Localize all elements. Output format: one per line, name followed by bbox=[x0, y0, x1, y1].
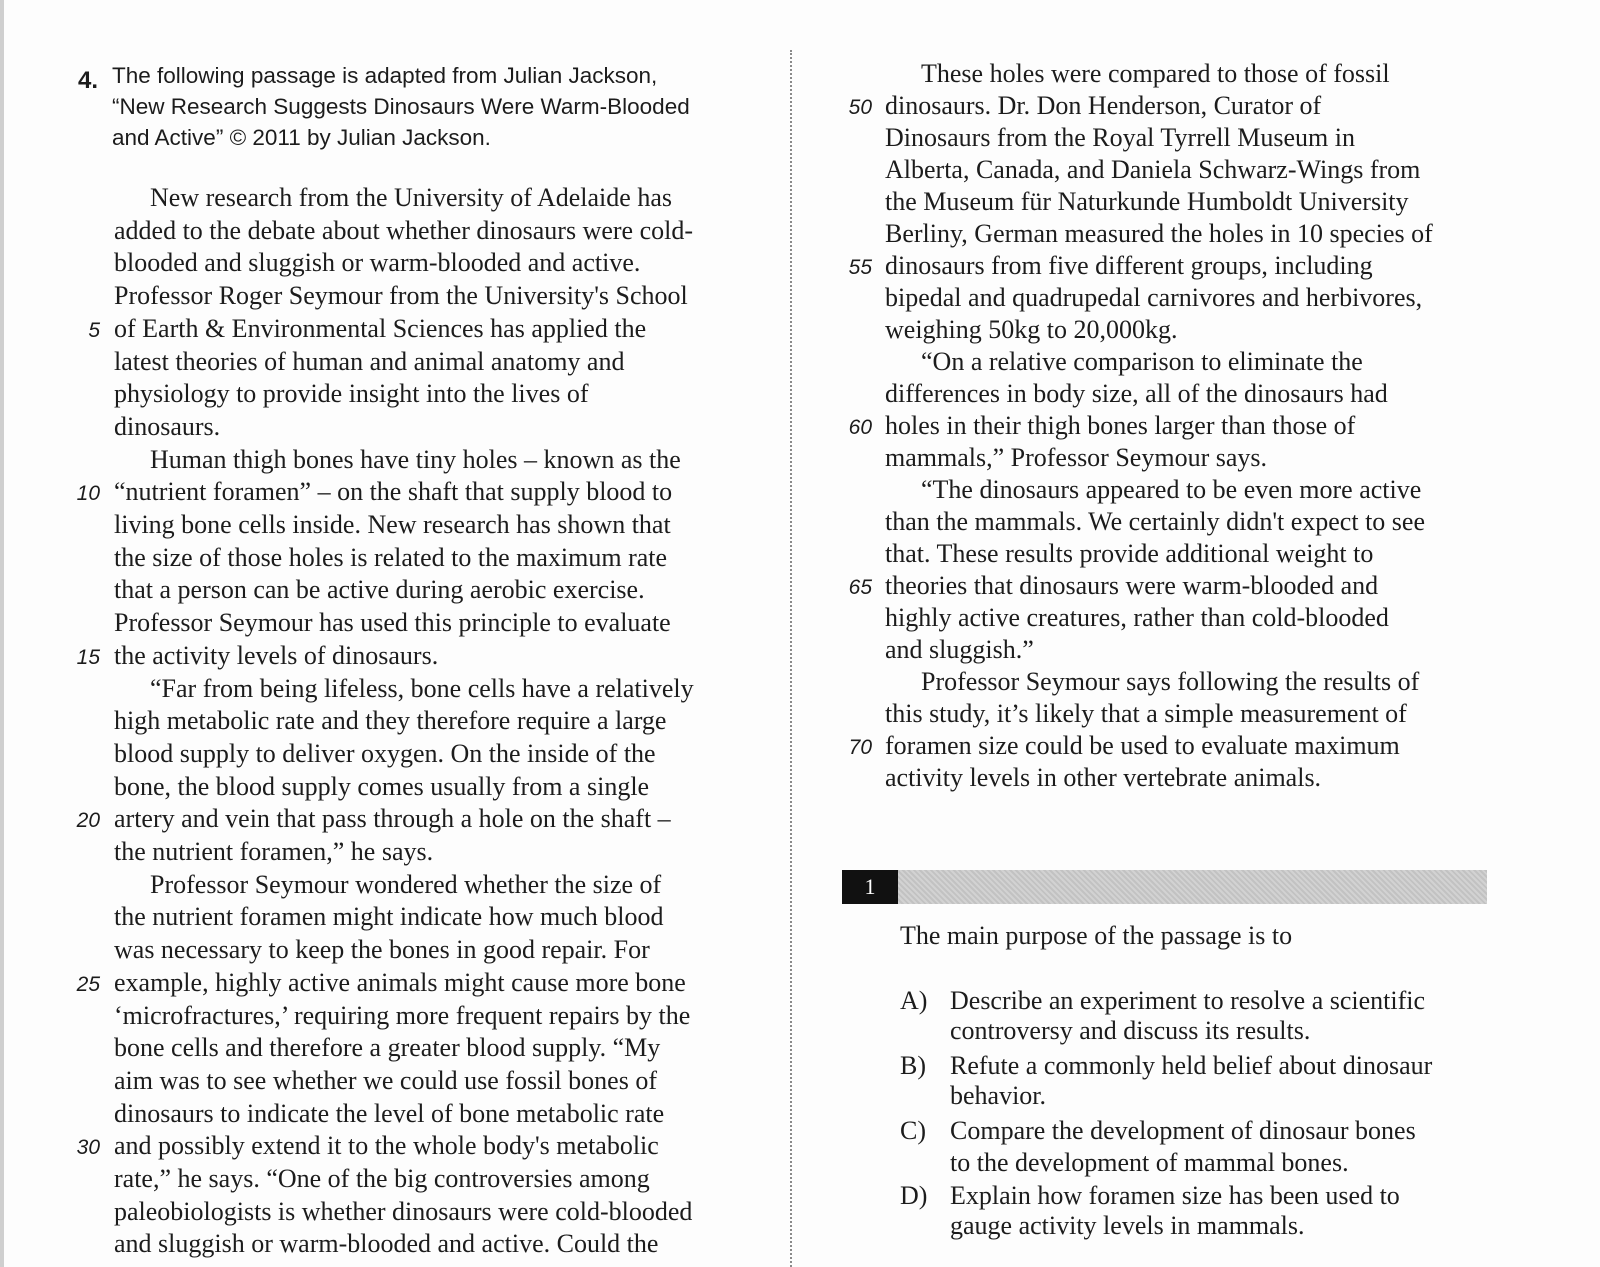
option-text: Refute a commonly held belief about dinosaur bbox=[950, 1051, 1433, 1080]
intro-line: “New Research Suggests Dinosaurs Were Warm-Blooded bbox=[112, 94, 690, 119]
line-number: 15 bbox=[76, 645, 100, 669]
line-number: 5 bbox=[88, 318, 100, 342]
passage-line: of Earth & Environmental Sciences has applied the bbox=[114, 313, 647, 343]
passage-line: Professor Seymour wondered whether the size of bbox=[150, 869, 662, 899]
question-number-badge: 1 bbox=[842, 870, 898, 904]
passage-line: bone, the blood supply comes usually from a single bbox=[114, 771, 650, 801]
passage-line: physiology to provide insight into the lives of bbox=[114, 379, 589, 409]
passage-line: Berliny, German measured the holes in 10 species of bbox=[885, 219, 1433, 248]
passage-line: weighing 50kg to 20,000kg. bbox=[885, 315, 1178, 344]
passage-line: bone cells and therefore a greater blood supply. “My bbox=[114, 1033, 661, 1063]
passage-line: Professor Roger Seymour from the University's School bbox=[114, 281, 688, 311]
passage-line: latest theories of human and animal anatomy and bbox=[114, 346, 625, 376]
passage-line: example, highly active animals might cause more bone bbox=[114, 967, 686, 997]
passage-line: These holes were compared to those of fossil bbox=[921, 59, 1390, 88]
option-letter: D) bbox=[900, 1181, 928, 1210]
passage-line: holes in their thigh bones larger than those of bbox=[885, 411, 1356, 440]
passage-line: Human thigh bones have tiny holes – known as the bbox=[150, 444, 681, 474]
passage-line: theories that dinosaurs were warm-blooded and bbox=[885, 571, 1379, 600]
option-text: gauge activity levels in mammals. bbox=[950, 1211, 1305, 1240]
column-divider bbox=[790, 50, 792, 1267]
passage-line: that. These results provide additional weight to bbox=[885, 539, 1374, 568]
passage-line: activity levels in other vertebrate animals. bbox=[885, 763, 1322, 792]
question-header-bar bbox=[842, 870, 1487, 904]
line-number: 10 bbox=[76, 482, 100, 506]
passage-line: living bone cells inside. New research has shown that bbox=[114, 510, 671, 539]
option-text: behavior. bbox=[950, 1081, 1047, 1110]
line-number: 50 bbox=[848, 96, 872, 119]
passage-line: Professor Seymour says following the results of bbox=[921, 667, 1420, 696]
option-letter: B) bbox=[900, 1051, 926, 1080]
passage-line: the nutrient foramen,” he says. bbox=[114, 837, 434, 866]
passage-line: ‘microfractures,’ requiring more frequent repairs by the bbox=[114, 1000, 691, 1030]
passage-line: the activity levels of dinosaurs. bbox=[114, 640, 439, 670]
passage-line: the Museum für Naturkunde Humboldt University bbox=[885, 187, 1409, 216]
passage-line: dinosaurs from five different groups, including bbox=[885, 251, 1373, 280]
passage-line: “nutrient foramen” – on the shaft that supply blood to bbox=[114, 477, 673, 507]
option-letter: C) bbox=[900, 1116, 926, 1145]
passage-line: Alberta, Canada, and Daniela Schwarz-Wings from bbox=[885, 155, 1421, 184]
passage-line: added to the debate about whether dinosaurs were cold- bbox=[114, 215, 694, 245]
passage-line: the nutrient foramen might indicate how much blood bbox=[114, 902, 664, 932]
page-edge bbox=[0, 0, 4, 1267]
passage-line: paleobiologists is whether dinosaurs were cold-blooded bbox=[114, 1196, 693, 1226]
line-number: 65 bbox=[848, 576, 872, 599]
passage-line: Professor Seymour has used this principle to evaluate bbox=[114, 608, 671, 638]
line-number: 70 bbox=[848, 736, 872, 759]
passage-line: blooded and sluggish or warm-blooded and active. bbox=[114, 248, 641, 278]
line-number: 55 bbox=[848, 256, 872, 279]
line-number: 20 bbox=[76, 809, 100, 833]
option-text: controversy and discuss its results. bbox=[950, 1016, 1311, 1045]
option-text: Compare the development of dinosaur bones bbox=[950, 1116, 1416, 1145]
option-text: to the development of mammal bones. bbox=[950, 1148, 1349, 1177]
passage-line: Dinosaurs from the Royal Tyrrell Museum in bbox=[885, 123, 1355, 152]
passage-line: that a person can be active during aerobic exercise. bbox=[114, 575, 645, 605]
line-number: 30 bbox=[76, 1136, 100, 1160]
passage-line: dinosaurs. Dr. Don Henderson, Curator of bbox=[885, 91, 1322, 120]
intro-line: The following passage is adapted from Julian Jackson, bbox=[112, 63, 658, 88]
passage-line: “On a relative comparison to eliminate the bbox=[921, 347, 1363, 376]
passage-line: bipedal and quadrupedal carnivores and herbivores, bbox=[885, 283, 1423, 312]
passage-line: foramen size could be used to evaluate maximum bbox=[885, 731, 1400, 760]
passage-line: and sluggish.” bbox=[885, 635, 1034, 664]
passage-line: aim was to see whether we could use fossil bones of bbox=[114, 1065, 657, 1095]
question-number: 4. bbox=[78, 67, 99, 94]
passage-line: and possibly extend it to the whole body's metabolic bbox=[114, 1131, 659, 1161]
passage-line: than the mammals. We certainly didn't expect to see bbox=[885, 507, 1425, 536]
passage-line: artery and vein that pass through a hole on the shaft – bbox=[114, 804, 671, 834]
line-number: 60 bbox=[848, 416, 872, 439]
option-text: Describe an experiment to resolve a scientific bbox=[950, 986, 1426, 1015]
passage-line: highly active creatures, rather than cold-blooded bbox=[885, 603, 1389, 632]
passage-line: dinosaurs. bbox=[114, 411, 221, 441]
passage-line: differences in body size, all of the dinosaurs had bbox=[885, 379, 1388, 408]
passage-line: blood supply to deliver oxygen. On the inside of the bbox=[114, 738, 656, 768]
passage-line: “Far from being lifeless, bone cells have a relatively bbox=[150, 673, 694, 703]
passage-line: rate,” he says. “One of the big controversies among bbox=[114, 1164, 650, 1193]
passage-line: dinosaurs to indicate the level of bone metabolic rate bbox=[114, 1098, 665, 1128]
passage-line: high metabolic rate and they therefore require a large bbox=[114, 706, 667, 736]
passage-line: this study, it’s likely that a simple measurement of bbox=[885, 699, 1407, 728]
passage-line: mammals,” Professor Seymour says. bbox=[885, 443, 1268, 472]
passage-line: was necessary to keep the bones in good repair. For bbox=[114, 935, 650, 965]
option-letter: A) bbox=[900, 986, 928, 1015]
intro-line: and Active” © 2011 by Julian Jackson. bbox=[112, 125, 491, 150]
passage-line: the size of those holes is related to the maximum rate bbox=[114, 542, 668, 572]
passage-line: New research from the University of Adelaide has bbox=[150, 183, 672, 212]
passage-line: and sluggish or warm-blooded and active. Could the bbox=[114, 1229, 659, 1259]
passage-line: “The dinosaurs appeared to be even more active bbox=[921, 475, 1422, 504]
option-text: Explain how foramen size has been used to bbox=[950, 1181, 1400, 1210]
question-stem: The main purpose of the passage is to bbox=[900, 921, 1293, 950]
line-number: 25 bbox=[76, 972, 100, 996]
